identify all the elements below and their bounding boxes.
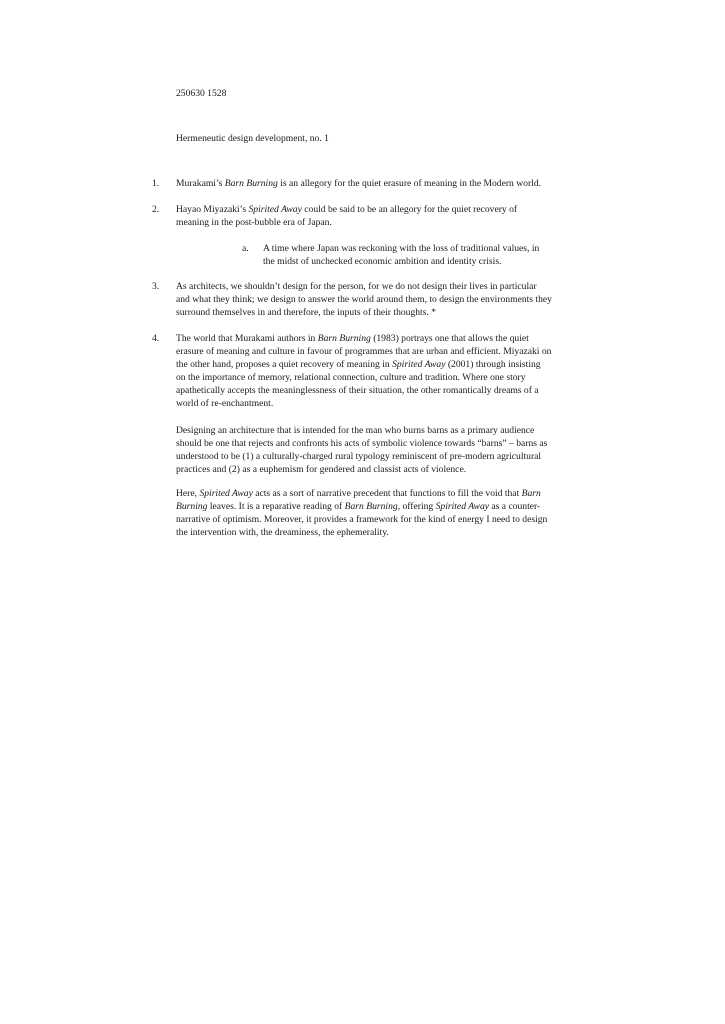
list-item-text: As architects, we shouldn’t design for the person, for we do not design their lives in particular and what they think; we design to answer the world around them, to design the environments they surround themselves in and therefore, the inputs of their thoughts. * <box>176 281 552 318</box>
document-title: Hermeneutic design development, no. 1 <box>176 133 329 144</box>
work-title: Spirited Away <box>248 204 302 215</box>
list-number: 1. <box>152 178 160 189</box>
work-title: Barn Burning <box>317 333 371 344</box>
list-number: 3. <box>152 281 160 292</box>
work-title: Spirited Away <box>392 359 446 370</box>
list-item-text: Hayao Miyazaki’s Spirited Away could be said to be an allegory for the quiet recovery of meaning in the post-bubble era of Japan. <box>176 204 518 228</box>
list-item-2 <box>152 203 552 229</box>
work-title: Spirited Away <box>199 488 253 499</box>
body-paragraph: Designing an architecture that is intended for the man who burns barns as a primary audience should be one that rejects and confronts his acts of symbolic violence towards “barns” – barns as understood to be (1) a culturally-charged rural typology reminiscent of pre-modern agricultural practices and (2) as a euphemism for gendered and classist acts of violence. <box>176 425 548 475</box>
list-item-3 <box>152 280 552 319</box>
list-number: 2. <box>152 204 160 215</box>
work-title: Spirited Away <box>435 501 489 512</box>
sub-list-letter: a. <box>242 243 249 254</box>
work-title: Barn Burning <box>344 501 398 512</box>
work-title: Barn Burning <box>176 488 541 512</box>
sub-list-item-a <box>242 242 552 268</box>
document-timestamp: 250630 1528 <box>176 88 227 99</box>
body-paragraph: Here, Spirited Away acts as a sort of narrative precedent that functions to fill the void that Barn Burning leaves. It is a reparative reading of Barn Burning, offering Spirited Away as a counter-narrative of optimism. Moreover, it provides a framework for the kind of energy I need to design the intervention with, the dreaminess, the ephemerality. <box>176 488 548 538</box>
sub-list-item-text: A time where Japan was reckoning with the loss of traditional values, in the midst of unchecked economic ambition and identity crisis. <box>263 243 540 267</box>
work-title: Barn Burning <box>224 178 278 189</box>
list-item-1 <box>152 177 552 190</box>
list-number: 4. <box>152 333 160 344</box>
list-item-text: Murakami’s Barn Burning is an allegory for the quiet erasure of meaning in the Modern world. <box>176 178 542 189</box>
list-item-4 <box>152 332 552 410</box>
list-item-text: The world that Murakami authors in Barn Burning (1983) portrays one that allows the quiet erasure of meaning and culture in favour of programmes that are urban and efficient. Miyazaki on the other hand, proposes a quiet recovery of meaning in Spirited Away (2001) through insisting on the importance of memory, relational connection, culture and tradition. Where one story apathetically accepts the meaninglessness of their situation, the other romantically dreams of a world of re-enchantment. <box>176 333 552 409</box>
